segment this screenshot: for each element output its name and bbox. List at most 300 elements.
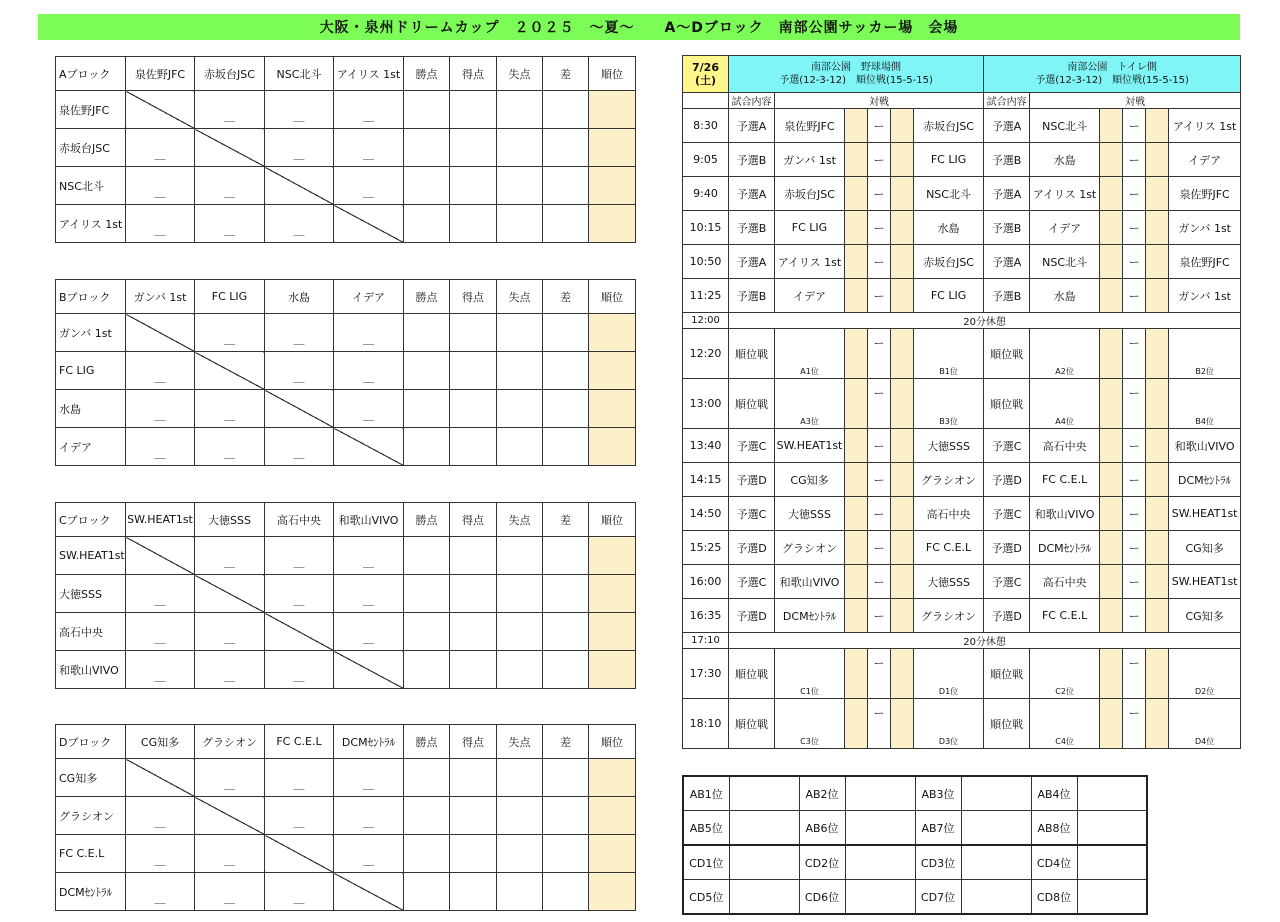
- away-team: D3位: [914, 699, 984, 749]
- time-cell: 14:15: [683, 463, 729, 497]
- away-team: 大徳SSS: [914, 565, 984, 599]
- table-row: [56, 797, 636, 835]
- score-cell: [195, 205, 265, 243]
- home-score: [845, 497, 868, 531]
- home-team: FC C.E.L: [1030, 463, 1100, 497]
- score-cell: [334, 575, 404, 613]
- match-kind: 順位戦: [984, 379, 1030, 429]
- rank-cell: [589, 575, 636, 613]
- time-cell: 12:20: [683, 329, 729, 379]
- vs-header: 対戦: [1030, 93, 1241, 109]
- home-team: 和歌山VIVO: [1030, 497, 1100, 531]
- stat-cell: [404, 91, 450, 129]
- away-score: [891, 245, 914, 279]
- table-row: [683, 379, 1241, 429]
- away-team: SW.HEAT1st: [1169, 565, 1241, 599]
- team-header: 赤坂台JSC: [195, 57, 265, 91]
- stat-header: 差: [543, 280, 589, 314]
- diagonal-cell: [265, 613, 334, 651]
- away-score: [1146, 699, 1169, 749]
- away-team: イデア: [1169, 143, 1241, 177]
- score-cell: [126, 167, 195, 205]
- match-kind: 予選D: [729, 463, 775, 497]
- home-team: A1位: [775, 329, 845, 379]
- score-cell: [126, 428, 195, 466]
- dash-mark: ＿: [293, 333, 305, 346]
- dash-mark: ＿: [154, 892, 166, 905]
- dash-mark: ＿: [363, 854, 374, 867]
- score-cell: [195, 873, 265, 911]
- dash-mark: ＿: [363, 333, 374, 346]
- stat-header: 差: [543, 503, 589, 537]
- rank-cell: [589, 759, 636, 797]
- table-row: [683, 699, 1241, 749]
- dash-mark: ＿: [293, 892, 305, 905]
- table-row: [683, 565, 1241, 599]
- time-cell: 11:25: [683, 279, 729, 313]
- stat-cell: [497, 428, 543, 466]
- break-label: 20分休憩: [729, 313, 1241, 329]
- rank-cell: [589, 651, 636, 689]
- dash-mark: ＿: [224, 409, 235, 422]
- score-cell: [126, 651, 195, 689]
- home-team: A3位: [775, 379, 845, 429]
- score-cell: [195, 759, 265, 797]
- diagonal-cell: [126, 759, 195, 797]
- away-score: [891, 463, 914, 497]
- stat-cell: [543, 167, 589, 205]
- time-cell: 17:10: [683, 633, 729, 649]
- home-score: [1100, 699, 1123, 749]
- dash-mark: ＿: [293, 371, 305, 384]
- stat-cell: [404, 651, 450, 689]
- home-score: [1100, 329, 1123, 379]
- score-cell: [126, 352, 195, 390]
- rank-label: CD4位: [1031, 845, 1077, 880]
- dash-mark: ＿: [363, 371, 374, 384]
- time-cell: 9:40: [683, 177, 729, 211]
- vs-dash: ー: [1123, 497, 1146, 531]
- away-score: [1146, 143, 1169, 177]
- score-cell: [334, 759, 404, 797]
- stat-cell: [404, 390, 450, 428]
- stat-cell: [497, 759, 543, 797]
- stat-cell: [497, 613, 543, 651]
- table-row: [683, 279, 1241, 313]
- dash-mark: ＿: [293, 594, 305, 607]
- away-score: [1146, 329, 1169, 379]
- vs-dash: ー: [868, 245, 891, 279]
- stat-cell: [450, 167, 497, 205]
- break-row: [683, 313, 1241, 329]
- dash-mark: ＿: [154, 632, 166, 645]
- away-team: SW.HEAT1st: [1169, 497, 1241, 531]
- rank-label: CD6位: [799, 880, 845, 915]
- rank-cell: [589, 873, 636, 911]
- away-team: グラシオン: [914, 463, 984, 497]
- away-score: [891, 329, 914, 379]
- vs-dash: ー: [1123, 599, 1146, 633]
- vs-dash: ー: [868, 143, 891, 177]
- stat-cell: [450, 575, 497, 613]
- rank-value: [729, 880, 799, 915]
- match-kind: 順位戦: [984, 649, 1030, 699]
- rank-label: AB6位: [799, 811, 845, 846]
- home-score: [1100, 143, 1123, 177]
- diagonal-cell: [126, 314, 195, 352]
- team-header: 大徳SSS: [195, 503, 265, 537]
- away-team: B2位: [1169, 329, 1241, 379]
- vs-dash: ー: [868, 531, 891, 565]
- home-team: 水島: [1030, 279, 1100, 313]
- home-score: [1100, 599, 1123, 633]
- dash-mark: ＿: [293, 670, 305, 683]
- stat-cell: [497, 651, 543, 689]
- team-name: SW.HEAT1st: [56, 537, 126, 575]
- home-team: C4位: [1030, 699, 1100, 749]
- rank-cell: [589, 91, 636, 129]
- venue-name: 南部公園 トイレ側: [1067, 62, 1157, 73]
- dash-mark: ＿: [224, 778, 235, 791]
- stat-cell: [450, 314, 497, 352]
- team-header: 泉佐野JFC: [126, 57, 195, 91]
- rank-value: [845, 880, 915, 915]
- rank-label: AB1位: [683, 776, 729, 811]
- home-team: NSC北斗: [1030, 245, 1100, 279]
- score-cell: [126, 575, 195, 613]
- time-cell: 16:00: [683, 565, 729, 599]
- dash-mark: ＿: [224, 224, 235, 237]
- rank-label: CD5位: [683, 880, 729, 915]
- table-row: [683, 177, 1241, 211]
- score-cell: [265, 797, 334, 835]
- score-cell: [195, 91, 265, 129]
- home-team: 高石中央: [1030, 429, 1100, 463]
- time-cell: 10:15: [683, 211, 729, 245]
- dash-mark: ＿: [154, 371, 166, 384]
- away-score: [1146, 109, 1169, 143]
- rank-label: CD7位: [915, 880, 961, 915]
- match-kind: 予選C: [729, 429, 775, 463]
- stat-cell: [404, 575, 450, 613]
- team-header: DCMｾﾝﾄﾗﾙ: [334, 725, 404, 759]
- away-team: CG知多: [1169, 599, 1241, 633]
- match-kind: 予選A: [729, 177, 775, 211]
- diagonal-cell: [265, 390, 334, 428]
- standings-table-b: [55, 279, 636, 466]
- away-score: [891, 177, 914, 211]
- home-score: [845, 649, 868, 699]
- team-name: ガンバ 1st: [56, 314, 126, 352]
- dash-mark: ＿: [154, 594, 166, 607]
- table-row: [683, 429, 1241, 463]
- vs-dash: ー: [1123, 379, 1146, 429]
- rank-value: [729, 845, 799, 880]
- home-score: [1100, 109, 1123, 143]
- table-row: [56, 537, 636, 575]
- table-row: [683, 776, 1147, 811]
- block-name: Bブロック: [56, 280, 126, 314]
- team-name: 水島: [56, 390, 126, 428]
- rank-cell: [589, 613, 636, 651]
- away-score: [1146, 463, 1169, 497]
- vs-header: 対戦: [775, 93, 984, 109]
- rank-label: AB7位: [915, 811, 961, 846]
- home-score: [1100, 649, 1123, 699]
- stat-header: 失点: [497, 503, 543, 537]
- rank-value: [961, 776, 1031, 811]
- home-score: [845, 211, 868, 245]
- stat-cell: [404, 759, 450, 797]
- rank-label: CD1位: [683, 845, 729, 880]
- stat-cell: [450, 759, 497, 797]
- score-cell: [126, 390, 195, 428]
- table-row: [56, 759, 636, 797]
- away-score: [1146, 565, 1169, 599]
- score-cell: [195, 428, 265, 466]
- home-score: [845, 245, 868, 279]
- diagonal-cell: [126, 91, 195, 129]
- dash-mark: ＿: [224, 670, 235, 683]
- away-score: [1146, 211, 1169, 245]
- stat-header: 順位: [589, 280, 636, 314]
- stat-cell: [543, 537, 589, 575]
- diagonal-cell: [195, 352, 265, 390]
- home-score: [845, 379, 868, 429]
- rank-label: AB5位: [683, 811, 729, 846]
- team-name: DCMｾﾝﾄﾗﾙ: [56, 873, 126, 911]
- home-score: [1100, 279, 1123, 313]
- match-kind: 予選D: [729, 599, 775, 633]
- score-cell: [334, 129, 404, 167]
- rank-value: [961, 811, 1031, 846]
- away-team: 高石中央: [914, 497, 984, 531]
- away-score: [891, 699, 914, 749]
- stat-cell: [497, 537, 543, 575]
- stat-cell: [450, 537, 497, 575]
- dash-mark: ＿: [224, 892, 235, 905]
- diagonal-cell: [195, 575, 265, 613]
- score-cell: [195, 390, 265, 428]
- stat-cell: [543, 651, 589, 689]
- time-cell: 13:40: [683, 429, 729, 463]
- match-kind: 予選A: [729, 109, 775, 143]
- match-kind: 予選C: [984, 565, 1030, 599]
- rank-value: [845, 811, 915, 846]
- match-kind: 予選D: [729, 531, 775, 565]
- stat-cell: [404, 537, 450, 575]
- away-team: グラシオン: [914, 599, 984, 633]
- score-cell: [195, 651, 265, 689]
- home-team: NSC北斗: [1030, 109, 1100, 143]
- home-score: [845, 599, 868, 633]
- score-cell: [265, 759, 334, 797]
- stat-header: 得点: [450, 725, 497, 759]
- rank-value: [961, 845, 1031, 880]
- score-cell: [334, 835, 404, 873]
- stat-header: 勝点: [404, 503, 450, 537]
- away-score: [891, 109, 914, 143]
- standings-table-c: [55, 502, 636, 689]
- stat-cell: [450, 205, 497, 243]
- team-header: グラシオン: [195, 725, 265, 759]
- dash-mark: ＿: [224, 556, 235, 569]
- vs-dash: ー: [868, 429, 891, 463]
- rank-value: [729, 776, 799, 811]
- away-team: NSC北斗: [914, 177, 984, 211]
- time-cell: 18:10: [683, 699, 729, 749]
- home-team: 和歌山VIVO: [775, 565, 845, 599]
- team-header: 和歌山VIVO: [334, 503, 404, 537]
- stat-cell: [543, 352, 589, 390]
- team-name: 和歌山VIVO: [56, 651, 126, 689]
- home-team: アイリス 1st: [1030, 177, 1100, 211]
- vs-dash: ー: [1123, 429, 1146, 463]
- match-kind: 予選D: [984, 531, 1030, 565]
- rank-label: CD2位: [799, 845, 845, 880]
- away-team: アイリス 1st: [1169, 109, 1241, 143]
- home-score: [1100, 531, 1123, 565]
- venue2-header: [984, 56, 1241, 93]
- match-kind: 予選A: [729, 245, 775, 279]
- score-cell: [195, 167, 265, 205]
- away-team: FC LIG: [914, 143, 984, 177]
- stat-cell: [497, 314, 543, 352]
- home-team: DCMｾﾝﾄﾗﾙ: [1030, 531, 1100, 565]
- away-score: [891, 531, 914, 565]
- rank-cell: [589, 205, 636, 243]
- away-score: [1146, 379, 1169, 429]
- stat-cell: [450, 91, 497, 129]
- stat-header: 順位: [589, 503, 636, 537]
- team-header: 水島: [265, 280, 334, 314]
- table-row: [683, 463, 1241, 497]
- dash-mark: ＿: [363, 148, 374, 161]
- stat-header: 順位: [589, 57, 636, 91]
- away-team: ガンバ 1st: [1169, 279, 1241, 313]
- away-team: 赤坂台JSC: [914, 109, 984, 143]
- away-team: 和歌山VIVO: [1169, 429, 1241, 463]
- home-team: FC LIG: [775, 211, 845, 245]
- day-label: (土): [694, 74, 717, 87]
- stat-header: 勝点: [404, 725, 450, 759]
- match-kind: 順位戦: [984, 329, 1030, 379]
- away-team: B1位: [914, 329, 984, 379]
- rank-label: AB3位: [915, 776, 961, 811]
- dash-mark: ＿: [154, 854, 166, 867]
- stat-cell: [543, 428, 589, 466]
- vs-dash: ー: [1123, 699, 1146, 749]
- score-cell: [195, 835, 265, 873]
- away-score: [1146, 429, 1169, 463]
- table-row: [56, 352, 636, 390]
- table-row: [56, 613, 636, 651]
- diagonal-cell: [265, 835, 334, 873]
- rank-label: AB8位: [1031, 811, 1077, 846]
- stat-cell: [404, 129, 450, 167]
- match-kind-header: 試合内容: [984, 93, 1030, 109]
- standings-table-a: [55, 56, 636, 243]
- stat-cell: [404, 314, 450, 352]
- dash-mark: ＿: [293, 224, 305, 237]
- score-cell: [334, 167, 404, 205]
- score-cell: [265, 873, 334, 911]
- vs-dash: ー: [1123, 109, 1146, 143]
- stat-cell: [404, 428, 450, 466]
- dash-mark: ＿: [363, 594, 374, 607]
- table-row: [56, 428, 636, 466]
- rank-label: CD8位: [1031, 880, 1077, 915]
- stat-cell: [404, 205, 450, 243]
- home-score: [845, 565, 868, 599]
- stat-cell: [450, 129, 497, 167]
- score-cell: [126, 797, 195, 835]
- table-row: [56, 205, 636, 243]
- rank-value: [1077, 880, 1147, 915]
- venue-name: 南部公園 野球場側: [811, 62, 902, 73]
- away-score: [1146, 279, 1169, 313]
- vs-dash: ー: [1123, 279, 1146, 313]
- vs-dash: ー: [868, 109, 891, 143]
- dash-mark: ＿: [154, 670, 166, 683]
- table-row: [683, 109, 1241, 143]
- team-name: アイリス 1st: [56, 205, 126, 243]
- vs-dash: ー: [868, 699, 891, 749]
- away-team: FC C.E.L: [914, 531, 984, 565]
- match-kind: 予選B: [729, 143, 775, 177]
- diagonal-cell: [195, 129, 265, 167]
- vs-dash: ー: [1123, 211, 1146, 245]
- block-name: Dブロック: [56, 725, 126, 759]
- score-cell: [265, 352, 334, 390]
- time-cell: 9:05: [683, 143, 729, 177]
- home-team: A4位: [1030, 379, 1100, 429]
- stat-cell: [497, 205, 543, 243]
- home-score: [1100, 177, 1123, 211]
- home-score: [845, 279, 868, 313]
- dash-mark: ＿: [293, 778, 305, 791]
- away-team: B4位: [1169, 379, 1241, 429]
- diagonal-cell: [334, 651, 404, 689]
- match-kind: 予選B: [729, 211, 775, 245]
- standings-table-d: [55, 724, 636, 911]
- home-score: [845, 429, 868, 463]
- stat-header: 差: [543, 57, 589, 91]
- rank-cell: [589, 428, 636, 466]
- away-team: D2位: [1169, 649, 1241, 699]
- match-kind: 予選B: [729, 279, 775, 313]
- stat-cell: [543, 314, 589, 352]
- match-kind: 順位戦: [984, 699, 1030, 749]
- score-cell: [126, 613, 195, 651]
- time-cell: 16:35: [683, 599, 729, 633]
- vs-dash: ー: [1123, 329, 1146, 379]
- date-label: 7/26: [692, 61, 719, 74]
- venue-format: 予選(12-3-12) 順位戦(15-5-15): [1035, 75, 1189, 86]
- break-label: 20分休憩: [729, 633, 1241, 649]
- match-kind: 予選D: [984, 463, 1030, 497]
- dash-mark: ＿: [363, 186, 374, 199]
- score-cell: [126, 873, 195, 911]
- home-team: 水島: [1030, 143, 1100, 177]
- stat-cell: [404, 167, 450, 205]
- away-score: [1146, 177, 1169, 211]
- home-score: [1100, 497, 1123, 531]
- home-team: C1位: [775, 649, 845, 699]
- home-team: SW.HEAT1st: [775, 429, 845, 463]
- dash-mark: ＿: [293, 556, 305, 569]
- vs-dash: ー: [868, 649, 891, 699]
